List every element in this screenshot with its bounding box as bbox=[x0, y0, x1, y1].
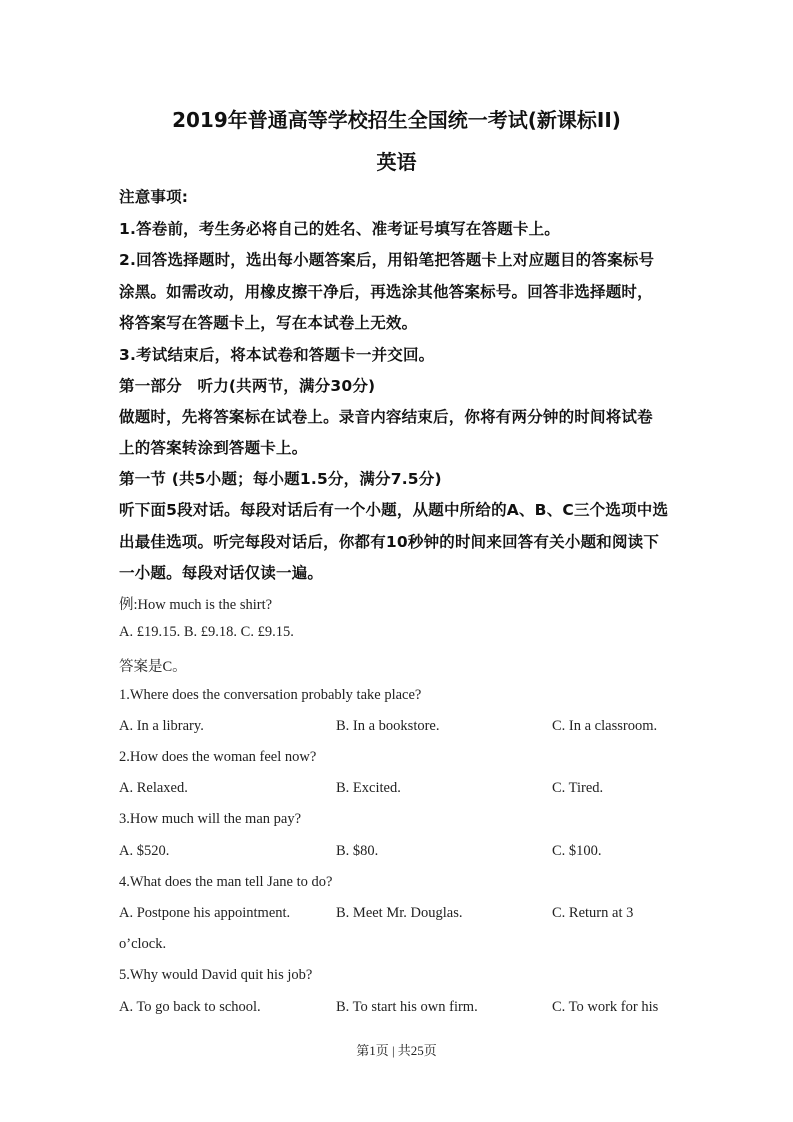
question-2-text: 2.How does the woman feel now? bbox=[119, 749, 317, 765]
question-5-option-b: B. To start his own firm. bbox=[336, 999, 478, 1015]
section1-line-2: 出最佳选项。听完每段对话后，你都有10秒钟的时间来回答有关小题和阅读下 bbox=[119, 533, 660, 551]
question-2-option-b: B. Excited. bbox=[336, 780, 401, 796]
example-answer: 答案是C。 bbox=[119, 659, 187, 675]
question-5-option-a: A. To go back to school. bbox=[119, 999, 261, 1015]
example-question: 例:How much is the shirt? bbox=[119, 597, 273, 613]
example-options: A. £19.15. B. £9.18. C. £9.15. bbox=[119, 624, 294, 640]
question-2-option-a: A. Relaxed. bbox=[119, 780, 188, 796]
notes-line-3: 涂黑。如需改动，用橡皮擦干净后，再选涂其他答案标号。回答非选择题时， bbox=[119, 283, 653, 301]
question-2-option-c: C. Tired. bbox=[552, 780, 604, 796]
question-4-option-b: B. Meet Mr. Douglas. bbox=[336, 905, 463, 921]
question-1-text: 1.Where does the conversation probably take place? bbox=[119, 687, 422, 703]
page-number: 第1页 | 共25页 bbox=[356, 1043, 437, 1058]
exam-subject: 英语 bbox=[376, 150, 417, 174]
notes-heading: 注意事项: bbox=[119, 188, 189, 206]
question-5-option-c: C. To work for his bbox=[552, 999, 659, 1015]
section1-line-1: 听下面5段对话。每段对话后有一个小题，从题中所给的A、B、C三个选项中选 bbox=[119, 501, 669, 519]
question-1-option-c: C. In a classroom. bbox=[552, 718, 658, 734]
question-3-option-c: C. $100. bbox=[552, 843, 602, 859]
section1-line-3: 一小题。每段对话仅读一遍。 bbox=[119, 564, 324, 582]
notes-line-2: 2.回答选择题时，选出每小题答案后，用铅笔把答题卡上对应题目的答案标号 bbox=[119, 251, 655, 269]
question-1-option-a: A. In a library. bbox=[119, 718, 204, 734]
question-3-option-a: A. $520. bbox=[119, 843, 170, 859]
question-3-option-b: B. $80. bbox=[336, 843, 379, 859]
question-4-option-c: C. Return at 3 bbox=[552, 905, 634, 921]
part1-line-2: 上的答案转涂到答题卡上。 bbox=[119, 439, 308, 457]
section1-heading: 第一节 (共5小题；每小题1.5分，满分7.5分) bbox=[119, 470, 442, 488]
exam-title: 2019年普通高等学校招生全国统一考试(新课标II) bbox=[172, 108, 621, 132]
part1-line-1: 做题时，先将答案标在试卷上。录音内容结束后，你将有两分钟的时间将试卷 bbox=[119, 408, 653, 426]
notes-line-4: 将答案写在答题卡上，写在本试卷上无效。 bbox=[119, 314, 418, 332]
question-4-option-a: A. Postpone his appointment. bbox=[119, 905, 291, 921]
notes-line-5: 3.考试结束后，将本试卷和答题卡一并交回。 bbox=[119, 346, 435, 364]
question-4-option-c-continuation: o’clock. bbox=[119, 936, 167, 952]
question-3-text: 3.How much will the man pay? bbox=[119, 811, 302, 827]
question-4-text: 4.What does the man tell Jane to do? bbox=[119, 874, 333, 890]
question-1-option-b: B. In a bookstore. bbox=[336, 718, 440, 734]
notes-line-1: 1.答卷前，考生务必将自己的姓名、准考证号填写在答题卡上。 bbox=[119, 220, 560, 238]
part1-heading: 第一部分 听力(共两节，满分30分) bbox=[119, 377, 376, 395]
question-5-text: 5.Why would David quit his job? bbox=[119, 967, 313, 983]
